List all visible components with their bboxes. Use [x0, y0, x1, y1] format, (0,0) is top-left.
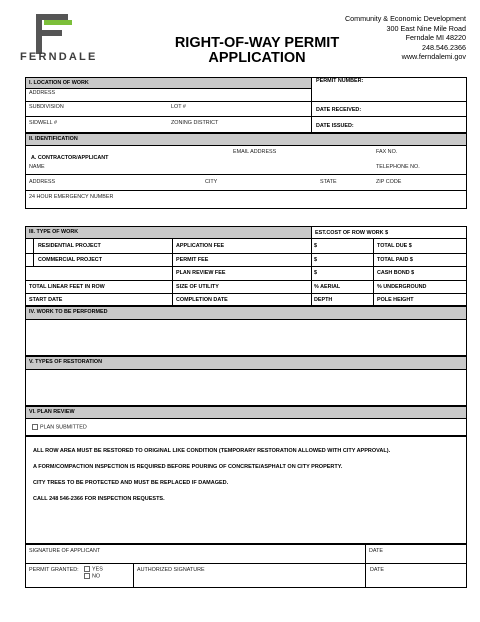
est-cost-field[interactable]: EST.COST OF ROW WORK $ — [315, 230, 389, 236]
contractor-label: A. CONTRACTOR/APPLICANT — [31, 155, 109, 161]
name-field[interactable]: NAME — [29, 164, 45, 170]
work-to-be-performed-header: IV. WORK TO BE PERFORMED — [29, 309, 108, 315]
page-title: RIGHT-OF-WAY PERMIT APPLICATION — [174, 35, 340, 66]
note-call: CALL 248 546-2366 FOR INSPECTION REQUESTS. — [33, 496, 165, 502]
location-header: I. LOCATION OF WORK — [29, 80, 89, 86]
residential-project-option[interactable]: RESIDENTIAL PROJECT — [38, 243, 101, 249]
note-trees: CITY TREES TO BE PROTECTED AND MUST BE REPLACED IF DAMAGED. — [33, 480, 229, 486]
permit-granted-label: PERMIT GRANTED: — [29, 567, 79, 573]
logo-wordmark: FERNDALE — [20, 51, 98, 63]
applicant-date-field[interactable]: DATE — [369, 548, 383, 554]
plan-review-fee-field[interactable]: $ — [314, 270, 317, 276]
size-of-utility-field[interactable]: SIZE OF UTILITY — [176, 284, 219, 290]
application-fee-label: APPLICATION FEE — [176, 243, 225, 249]
zip-field[interactable]: ZIP CODE — [376, 179, 402, 185]
subdivision-field[interactable]: SUBDIVISION — [29, 104, 64, 110]
note-restoration: ALL ROW AREA MUST BE RESTORED TO ORIGINAL LIKE CONDITION (TEMPORARY RESTORATION ALLOWED WITH CITY APPROVAL). — [33, 448, 391, 454]
email-field[interactable]: EMAIL ADDRESS — [233, 149, 277, 155]
completion-date-field[interactable]: COMPLETION DATE — [176, 297, 228, 303]
commercial-project-option[interactable]: COMMERCIAL PROJECT — [38, 257, 102, 263]
checkbox-icon — [84, 566, 90, 572]
permit-granted-yes[interactable]: YES — [84, 566, 103, 572]
cash-bond-field[interactable]: CASH BOND $ — [377, 270, 415, 276]
pole-height-field[interactable]: POLE HEIGHT — [377, 297, 414, 303]
applicant-address-field[interactable]: ADDRESS — [29, 179, 56, 185]
checkbox-icon — [32, 424, 38, 430]
permit-fee-label: PERMIT FEE — [176, 257, 209, 263]
plan-review-section — [25, 406, 467, 436]
aerial-field[interactable]: % AERIAL — [314, 284, 341, 290]
permit-number-field[interactable]: PERMIT NUMBER: — [316, 78, 364, 84]
plan-review-header: VI. PLAN REVIEW — [29, 409, 75, 415]
sidwell-field[interactable]: SIDWELL # — [29, 120, 57, 126]
start-date-field[interactable]: START DATE — [29, 297, 63, 303]
authorized-date-field[interactable]: DATE — [370, 567, 384, 573]
address-field[interactable]: ADDRESS — [29, 90, 56, 96]
authorized-signature-field[interactable]: AUTHORIZED SIGNATURE — [137, 567, 205, 573]
permit-granted-no[interactable]: NO — [84, 573, 100, 579]
total-due-field[interactable]: TOTAL DUE $ — [377, 243, 412, 249]
depth-field[interactable]: DEPTH — [314, 297, 333, 303]
work-to-be-performed-input[interactable] — [27, 321, 465, 354]
plan-review-fee-label: PLAN REVIEW FEE — [176, 270, 226, 276]
total-paid-field[interactable]: TOTAL PAID $ — [377, 257, 413, 263]
emergency-number-field[interactable]: 24 HOUR EMERGENCY NUMBER — [29, 194, 114, 200]
zoning-field[interactable]: ZONING DISTRICT — [171, 120, 219, 126]
restoration-input[interactable] — [27, 371, 465, 404]
lot-field[interactable]: LOT # — [171, 104, 186, 110]
applicant-signature-field[interactable]: SIGNATURE OF APPLICANT — [29, 548, 101, 554]
identification-header: II. IDENTIFICATION — [29, 136, 78, 142]
location-section — [25, 77, 467, 133]
date-issued-field[interactable]: DATE ISSUED: — [316, 123, 354, 129]
city-field[interactable]: CITY — [205, 179, 218, 185]
state-field[interactable]: STATE — [320, 179, 337, 185]
fax-field[interactable]: FAX NO. — [376, 149, 398, 155]
underground-field[interactable]: % UNDERGROUND — [377, 284, 427, 290]
telephone-field[interactable]: TELEPHONE NO. — [376, 164, 420, 170]
ferndale-logo-icon — [36, 14, 76, 54]
type-of-work-header: III. TYPE OF WORK — [29, 229, 79, 235]
application-fee-field[interactable]: $ — [314, 243, 317, 249]
restoration-header: V. TYPES OF RESTORATION — [29, 359, 102, 365]
linear-feet-field[interactable]: TOTAL LINEAR FEET IN ROW — [29, 284, 105, 290]
office-address: Community & Economic Development 300 East Nine Mile Road Ferndale MI 48220 248.546.2366 www.ferndalemi.gov — [344, 14, 466, 62]
permit-fee-field[interactable]: $ — [314, 257, 317, 263]
checkbox-icon — [84, 573, 90, 579]
note-inspection: A FORM/COMPACTION INSPECTION IS REQUIRED BEFORE POURING OF CONCRETE/ASPHALT ON CITY PROPERTY. — [33, 464, 343, 470]
plan-submitted-checkbox[interactable]: PLAN SUBMITTED — [32, 424, 87, 430]
date-received-field[interactable]: DATE RECEIVED: — [316, 107, 362, 113]
